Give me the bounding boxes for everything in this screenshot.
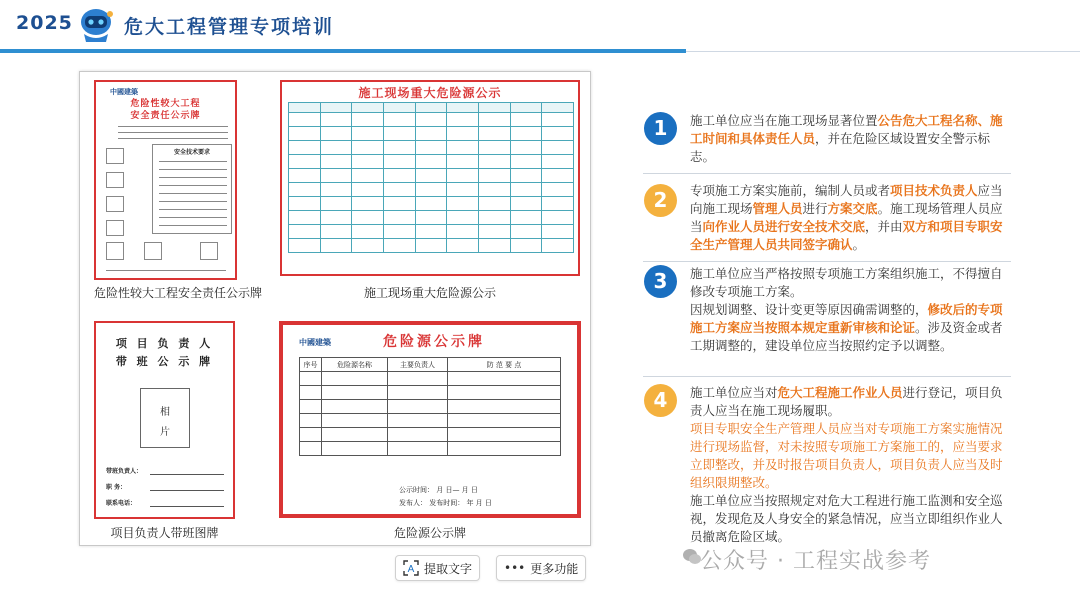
leader-board-title-line2: 带 班 公 示 牌 bbox=[115, 355, 214, 368]
number-badge: 2 bbox=[644, 184, 677, 217]
robot-mascot-icon bbox=[76, 6, 116, 44]
slide-header bbox=[0, 0, 1080, 52]
field-leader: 带班负责人： bbox=[106, 468, 143, 475]
text-segment: 施工单位应当按照规定对危大工程进行施工监测和安全巡视，发现危及人身安全的紧急情况，应当立即组织作业人员撤离危险区域。 bbox=[690, 493, 1003, 544]
col-header: 主要负责人 bbox=[388, 358, 448, 372]
field-line bbox=[118, 132, 228, 133]
col-header: 序号 bbox=[300, 358, 322, 372]
leader-board-title-line1: 项 目 负 责 人 bbox=[115, 337, 214, 350]
field-line bbox=[159, 161, 227, 162]
highlight-segment: 双方和项目专职安全生产管理人员共同签字确认 bbox=[690, 219, 1003, 252]
field-line bbox=[150, 506, 224, 507]
field-line bbox=[118, 126, 228, 127]
field-line bbox=[159, 217, 227, 218]
item-text bbox=[690, 384, 1010, 546]
header-divider bbox=[0, 49, 686, 53]
text-segment: 因规划调整、设计变更等原因确需调整的， bbox=[690, 302, 928, 317]
header-divider-thin bbox=[686, 51, 1080, 52]
caption-leader-board: 项目负责人带班图牌 bbox=[110, 526, 219, 540]
more-functions-button[interactable] bbox=[496, 555, 586, 581]
board-title-line1: 危险性较大工程 bbox=[130, 99, 201, 109]
col-header: 防 范 要 点 bbox=[448, 358, 561, 372]
board-title-line2: 安全责任公示牌 bbox=[130, 111, 201, 121]
field-line bbox=[159, 185, 227, 186]
more-dots-icon: ••• bbox=[504, 561, 526, 575]
photo-label-2: 片 bbox=[160, 427, 170, 438]
field-line bbox=[150, 474, 224, 475]
item-text bbox=[690, 265, 1010, 355]
svg-text:A: A bbox=[407, 564, 415, 575]
text-segment: 施工单位应当对 bbox=[690, 385, 778, 400]
publisher-line: 发布人： 发布时间： 年 月 日 bbox=[399, 499, 492, 507]
hazard-source-board bbox=[279, 321, 581, 518]
text-segment: 。施工现场管理人员应当 bbox=[690, 201, 1003, 234]
text-segment: 进行 bbox=[802, 201, 828, 216]
divider bbox=[643, 376, 1011, 377]
field-line bbox=[159, 169, 227, 170]
divider bbox=[643, 261, 1011, 262]
text-segment: 进行登记，项目负责人应当在施工现场履职。 bbox=[690, 385, 1003, 418]
highlight-segment: 方案交底 bbox=[827, 201, 878, 216]
photo-box bbox=[106, 148, 124, 164]
watermark: 公众号 · 工程实战参考 bbox=[700, 549, 931, 574]
publish-time: 公示时间： 月 日— 月 日 bbox=[399, 486, 478, 494]
photo-box bbox=[106, 220, 124, 236]
field-line bbox=[159, 225, 227, 226]
hazard-source-table bbox=[299, 357, 561, 456]
text-segment: 应当向施工现场 bbox=[690, 183, 1003, 216]
highlight-segment: 项目技术负责人 bbox=[890, 183, 978, 198]
field-line bbox=[106, 270, 226, 271]
text-segment: 。涉及资金或者工期调整的，建设单位应当按照约定予以调整。 bbox=[690, 320, 1003, 353]
highlight-segment: 危大工程施工作业人员 bbox=[777, 385, 903, 400]
divider bbox=[643, 173, 1011, 174]
text-segment: 施工单位应当在施工现场显著位置 bbox=[690, 113, 878, 128]
signboard-image-panel bbox=[79, 71, 591, 546]
text-segment: 。 bbox=[852, 237, 866, 252]
photo-placeholder bbox=[140, 388, 190, 448]
caption-safety-board: 危险性较大工程安全责任公示牌 bbox=[94, 286, 263, 300]
field-line bbox=[159, 193, 227, 194]
photo-label-1: 相 bbox=[160, 407, 170, 418]
col-header: 危险源名称 bbox=[322, 358, 388, 372]
item-text bbox=[690, 112, 1010, 166]
field-line bbox=[159, 201, 227, 202]
field-line bbox=[150, 490, 224, 491]
number-badge: 1 bbox=[644, 112, 677, 145]
hazard-source-title: 危险源公示牌 bbox=[383, 334, 485, 350]
slide-title: 危大工程管理专项培训 bbox=[124, 16, 335, 38]
project-leader-board bbox=[94, 321, 235, 519]
field-position: 职 务： bbox=[106, 484, 127, 491]
extract-text-label: 提取文字 bbox=[424, 561, 473, 576]
cscec-logo: 中國建築 bbox=[299, 338, 331, 347]
highlight-segment: 向作业人员进行安全技术交底 bbox=[702, 219, 866, 234]
highlight-segment: 修改后的专项施工方案应当按照本规定重新审核和论证 bbox=[690, 302, 1003, 335]
wechat-icon bbox=[682, 548, 702, 566]
photo-box bbox=[200, 242, 218, 260]
orange-segment: 项目专职安全生产管理人员应当对专项施工方案实施情况进行现场监督，对未按照专项施工方案施工的，应当要求立即整改，并及时报告项目负责人，项目负责人应当及时组织限期整改。 bbox=[690, 421, 1003, 490]
text-segment: ，并在危险区域设置安全警示标志。 bbox=[690, 131, 991, 164]
text-extract-icon bbox=[403, 560, 419, 576]
photo-box bbox=[106, 196, 124, 212]
field-line bbox=[159, 177, 227, 178]
more-functions-label: 更多功能 bbox=[530, 561, 579, 576]
text-segment: 施工单位应当严格按照专项施工方案组织施工，不得擅自修改专项施工方案。 bbox=[690, 266, 1003, 299]
photo-box bbox=[144, 242, 162, 260]
field-phone: 联系电话： bbox=[106, 500, 137, 507]
number-badge: 4 bbox=[644, 384, 677, 417]
number-badge: 3 bbox=[644, 265, 677, 298]
hazard-board-title: 施工现场重大危险源公示 bbox=[358, 86, 502, 100]
extract-text-button[interactable] bbox=[395, 555, 480, 581]
major-hazard-board bbox=[280, 80, 580, 276]
caption-hazard-board: 施工现场重大危险源公示 bbox=[363, 286, 496, 300]
cscec-logo: 中國建築 bbox=[110, 88, 138, 96]
text-segment: ，并由 bbox=[865, 219, 903, 234]
caption-hazard-source-board: 危险源公示牌 bbox=[393, 526, 466, 540]
hazard-table bbox=[288, 102, 574, 253]
safety-requirements-title: 安全技术要求 bbox=[173, 149, 210, 156]
safety-requirements-box bbox=[152, 144, 232, 234]
photo-box bbox=[106, 172, 124, 188]
field-line bbox=[159, 209, 227, 210]
field-line bbox=[118, 138, 228, 139]
year-label: 2025 bbox=[16, 12, 73, 34]
item-text bbox=[690, 182, 1010, 254]
text-segment: 专项施工方案实施前，编制人员或者 bbox=[690, 183, 891, 198]
highlight-segment: 管理人员 bbox=[752, 201, 803, 216]
photo-box bbox=[106, 242, 124, 260]
safety-responsibility-board bbox=[94, 80, 237, 280]
highlight-segment: 公告危大工程名称、施工时间和具体责任人员 bbox=[690, 113, 1003, 146]
